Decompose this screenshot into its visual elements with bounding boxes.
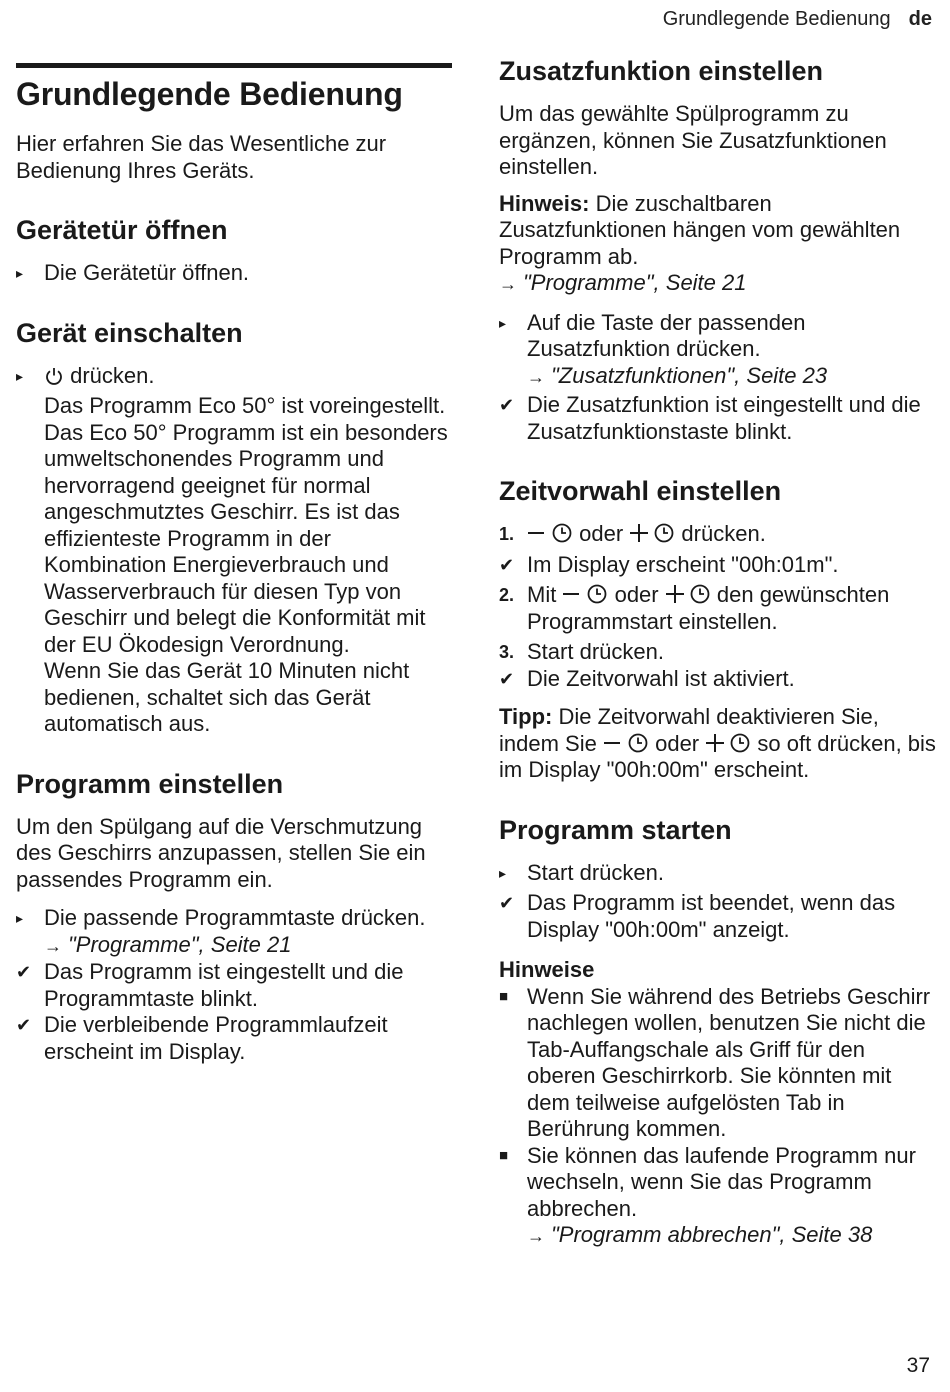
section-title-door: Gerätetür öffnen — [16, 215, 228, 245]
note-text: Wenn Sie während des Betriebs Geschirr nachlegen wollen, benutzen Sie nicht die Tab-Auffangschale als Griff für den oberen Geschirrkorb. Sie könnten mit dem teilweise aufgelösten Tab in Berührung kommen. — [527, 983, 931, 1141]
timer-result-1 — [499, 552, 937, 579]
arrow-right-icon: → — [499, 274, 517, 294]
step-number: 2. — [499, 585, 515, 605]
step-open-door — [16, 260, 452, 287]
step-text: oder — [579, 521, 624, 546]
note-text: Die zuschaltbaren Zusatzfunktionen hängen vom gewählten Programm ab. — [499, 190, 901, 269]
timer-result-3 — [499, 666, 937, 693]
start-result — [499, 890, 937, 943]
section-title-start: Programm starten — [499, 814, 732, 845]
check-icon: ✔ — [16, 962, 32, 982]
header-lang: de — [908, 8, 932, 30]
minus-clock-icon — [603, 731, 649, 756]
step-number: 1. — [499, 524, 515, 544]
result-text: Im Display erscheint "00h:01m". — [527, 551, 839, 577]
bullet-square-icon: ■ — [499, 1146, 509, 1164]
step-triangle-icon: ▸ — [16, 367, 24, 384]
step-triangle-icon: ▸ — [16, 265, 24, 281]
result-text: Die Zeitvorwahl ist aktiviert. — [527, 665, 795, 691]
right-column — [499, 55, 937, 1250]
left-column — [16, 55, 452, 1065]
minus-clock-icon — [527, 521, 573, 546]
result-runtime — [16, 1012, 452, 1065]
start-step — [499, 860, 937, 887]
step-text: Die passende Programmtaste drücken. — [44, 905, 426, 930]
result-text: Das Programm ist eingestellt und die Programmtaste blinkt. — [44, 959, 404, 1011]
step-text: drücken. — [579, 639, 664, 664]
note-item — [499, 1143, 937, 1250]
section-title-extra: Zusatzfunktion einstellen — [499, 56, 824, 86]
power-text-2: Das Eco 50° Programm ist ein besonders umweltschonendes Programm und hervorragend geeignet für normal angeschmutztes Geschirr. Es ist das effizienteste Programm in der Kombination Energieverbrauch und Wasserverbrauch für diesen Typ von Geschirr und belegt die Konformität mit der EU Ökodesign Verordnung. — [44, 419, 448, 657]
cross-reference-text: "Programm abbrechen", Seite 38 — [551, 1222, 873, 1247]
check-icon: ✔ — [499, 554, 515, 575]
tip-label: Tipp: — [499, 704, 553, 729]
power-icon — [44, 366, 64, 386]
step-number: 3. — [499, 642, 515, 662]
extra-intro: Um das gewählte Spülprogramm zu ergänzen, können Sie Zusatzfunktionen einstellen. — [499, 101, 887, 179]
timer-step-3 — [499, 639, 937, 666]
step-text: oder — [614, 582, 659, 607]
section-title-program: Programm einstellen — [16, 768, 284, 799]
page-number: 37 — [906, 1354, 930, 1377]
power-text-3: Wenn Sie das Gerät 10 Minuten nicht bedienen, schaltet sich das Gerät automatisch aus. — [44, 658, 410, 736]
result-extra — [499, 392, 937, 445]
step-text: drücken. — [70, 362, 155, 388]
cross-reference-text: "Programme", Seite 21 — [68, 931, 292, 957]
cross-reference[interactable] — [527, 1222, 937, 1250]
step-power — [16, 363, 452, 738]
cross-reference-text: "Programme", Seite 21 — [523, 270, 747, 295]
timer-step-2 — [499, 582, 937, 635]
step-triangle-icon: ▸ — [499, 864, 507, 881]
header-section: Grundlegende Bedienung — [662, 8, 891, 30]
step-program-key — [16, 905, 452, 959]
chapter-intro: Hier erfahren Sie das Wesentliche zur Bedienung Ihres Geräts. — [16, 131, 387, 183]
step-text: Auf die Taste der passenden Zusatzfunktion drücken. — [527, 309, 806, 361]
tip-text: so oft drücken, bis im Display "00h:00m" erscheint. — [499, 730, 936, 782]
step-text: Mit — [527, 582, 557, 607]
extra-note — [499, 191, 937, 271]
step-text: Die Gerätetür öffnen. — [44, 260, 250, 285]
bullet-square-icon: ■ — [499, 987, 509, 1005]
check-icon: ✔ — [499, 668, 515, 689]
arrow-right-icon: → — [527, 366, 545, 387]
notes-title: Hinweise — [499, 957, 595, 982]
result-text: Die Zusatzfunktion ist eingestellt und die Zusatzfunktionstaste blinkt. — [527, 392, 921, 444]
section-title-switch-on: Gerät einschalten — [16, 317, 243, 348]
minus-clock-icon — [562, 582, 608, 607]
step-triangle-icon: ▸ — [499, 314, 507, 331]
cross-reference[interactable] — [44, 932, 452, 960]
power-text-1: Das Programm Eco 50° ist voreingestellt. — [44, 393, 446, 418]
note-item — [499, 984, 937, 1143]
plus-clock-icon — [705, 731, 751, 756]
result-text: Das Programm ist beendet, wenn das Display "00h:00m" anzeigt. — [527, 890, 896, 942]
timer-step-1 — [499, 521, 937, 548]
timer-tip — [499, 704, 937, 784]
note-text: Sie können das laufende Programm nur wechseln, wenn Sie das Programm abbrechen. — [527, 1142, 916, 1221]
section-title-timer: Zeitvorwahl einstellen — [499, 476, 782, 506]
check-icon: ✔ — [16, 1015, 32, 1035]
chapter-title: Grundlegende Bedienung — [16, 63, 452, 113]
arrow-right-icon: → — [527, 1226, 545, 1246]
step-extra-key — [499, 310, 937, 391]
cross-reference[interactable] — [499, 270, 937, 298]
plus-clock-icon — [665, 582, 711, 607]
start-key-label: Start — [527, 639, 574, 664]
program-intro: Um den Spülgang auf die Verschmutzung des Geschirrs anzupassen, stellen Sie ein passendes Programm ein. — [16, 813, 426, 892]
note-label: Hinweis: — [499, 190, 590, 216]
tip-text: Die Zeitvorwahl deaktivieren Sie, indem Sie — [499, 704, 879, 756]
step-text: drücken. — [681, 521, 766, 546]
check-icon: ✔ — [499, 395, 515, 415]
arrow-right-icon: → — [44, 935, 62, 956]
cross-reference[interactable] — [527, 363, 937, 391]
plus-clock-icon — [629, 521, 675, 546]
step-triangle-icon: ▸ — [16, 910, 24, 926]
step-text: drücken. — [579, 859, 664, 885]
result-program-set — [16, 959, 452, 1012]
step-text: den gewünschten Programmstart einstellen. — [527, 582, 890, 634]
start-key-label: Start — [527, 859, 574, 885]
cross-reference-text: "Zusatzfunktionen", Seite 23 — [551, 362, 828, 388]
check-icon: ✔ — [499, 893, 515, 913]
tip-text: oder — [655, 730, 700, 756]
running-header — [663, 8, 932, 31]
result-text: Die verbleibende Programmlaufzeit erscheint im Display. — [44, 1012, 388, 1064]
